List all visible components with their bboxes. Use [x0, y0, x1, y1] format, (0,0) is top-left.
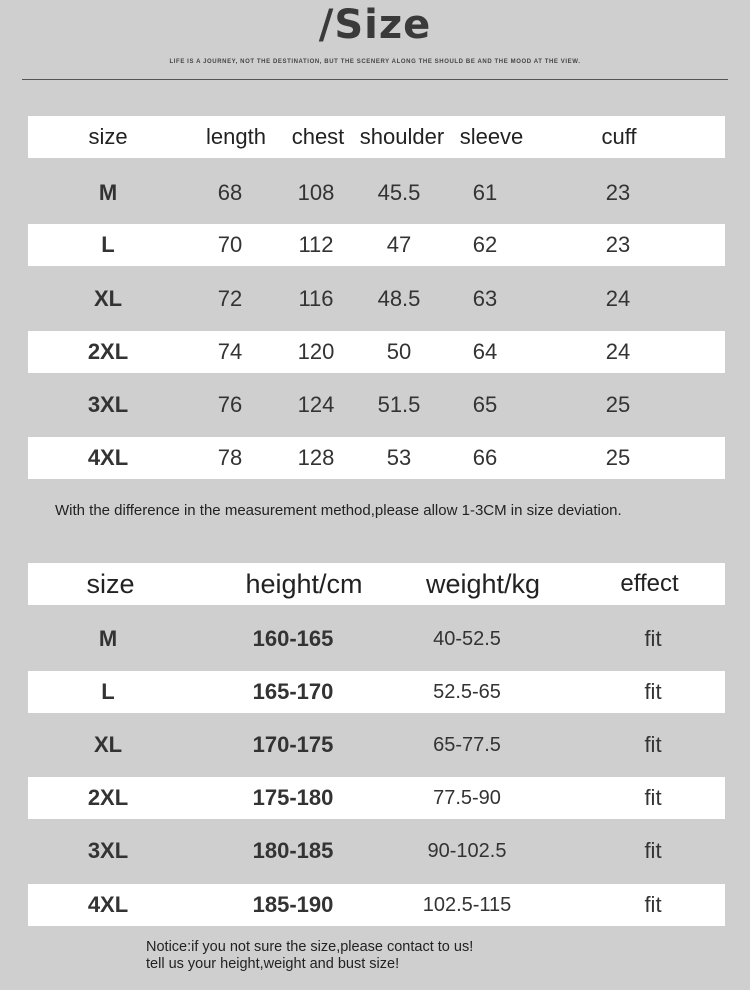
table-cell: 3XL [87, 392, 129, 417]
table-cell: fit [644, 785, 662, 810]
table-cell: L [101, 232, 115, 257]
table-cell: 62 [472, 232, 498, 257]
table-cell: M [98, 180, 118, 205]
table-header-row [28, 563, 725, 605]
table-cell: 63 [472, 286, 498, 311]
column-header: shoulder [359, 124, 445, 149]
table-cell: 165-170 [252, 679, 334, 704]
table-cell: 65-77.5 [433, 734, 501, 756]
table-row [28, 671, 725, 713]
table-header-row [28, 116, 725, 158]
size-notice [146, 939, 473, 973]
table-cell: 50 [386, 339, 412, 364]
table-cell: 40-52.5 [433, 628, 501, 650]
table-cell: 4XL [87, 445, 129, 470]
table-cell: 47 [386, 232, 412, 257]
table-cell: 170-175 [252, 732, 334, 757]
table-cell: 76 [217, 392, 243, 417]
table-cell: 68 [217, 180, 243, 205]
table-cell: fit [644, 679, 662, 704]
page-title: /Size [318, 2, 432, 48]
table-row [28, 437, 725, 479]
table-cell: 128 [297, 445, 335, 470]
table-row [28, 278, 725, 320]
notice-line: tell us your height,weight and bust size! [146, 956, 400, 972]
table-cell: 45.5 [377, 180, 421, 205]
table-row [28, 618, 725, 660]
table-cell: 53 [386, 445, 412, 470]
page-subtitle: LIFE IS A JOURNEY, NOT THE DESTINATION, BUT THE SCENERY ALONG THE SHOULD BE AND THE MOOD AT THE VIEW. [169, 59, 581, 65]
table-cell: 2XL [87, 785, 129, 810]
measurement-note: With the difference in the measurement method,please allow 1-3CM in size deviation. [55, 502, 622, 519]
table-cell: 66 [472, 445, 498, 470]
table-row [28, 724, 725, 766]
table-cell: 4XL [87, 892, 129, 917]
table-cell: 48.5 [377, 286, 421, 311]
table-cell: 74 [217, 339, 243, 364]
table-cell: L [101, 679, 115, 704]
table-cell: 52.5-65 [433, 681, 501, 703]
table-row [28, 224, 725, 266]
table-cell: fit [644, 732, 662, 757]
column-header: weight/kg [425, 569, 541, 599]
table-cell: 70 [217, 232, 243, 257]
table-cell: XL [93, 286, 123, 311]
table-cell: 90-102.5 [427, 840, 507, 862]
table-cell: 25 [605, 392, 631, 417]
table-row [28, 384, 725, 426]
table-cell: 78 [217, 445, 243, 470]
table-row [28, 331, 725, 373]
table-cell: 23 [605, 232, 631, 257]
table-cell: 24 [605, 286, 631, 311]
column-header: sleeve [459, 124, 524, 149]
table-cell: 72 [217, 286, 243, 311]
table-row [28, 172, 725, 214]
table-cell: XL [93, 732, 123, 757]
table-cell: 175-180 [252, 785, 334, 810]
table-cell: 116 [298, 286, 334, 311]
table-cell: 160-165 [252, 626, 334, 651]
table-cell: 3XL [87, 838, 129, 863]
table-row [28, 830, 725, 872]
column-header: size [86, 569, 135, 599]
table-cell: 65 [472, 392, 498, 417]
column-header: cuff [601, 124, 637, 149]
table-cell: 102.5-115 [422, 894, 512, 916]
table-cell: 61 [472, 180, 498, 205]
divider [22, 79, 728, 80]
table-cell: 64 [472, 339, 498, 364]
table-cell: fit [644, 892, 662, 917]
table-cell: 124 [297, 392, 335, 417]
table-cell: 23 [605, 180, 631, 205]
column-header: chest [291, 124, 345, 149]
table-cell: 120 [297, 339, 335, 364]
table-cell: 24 [605, 339, 631, 364]
table-cell: fit [644, 838, 662, 863]
table-cell: 2XL [87, 339, 129, 364]
table-cell: fit [644, 626, 662, 651]
table-cell: 112 [298, 232, 334, 257]
column-header: length [206, 124, 266, 149]
table-cell: 77.5-90 [433, 787, 501, 809]
table-cell: 25 [605, 445, 631, 470]
table-cell: M [98, 626, 118, 651]
table-row [28, 777, 725, 819]
table-cell: 180-185 [252, 838, 334, 863]
table-row [28, 884, 725, 926]
column-header: effect [620, 570, 679, 597]
column-header: size [88, 124, 128, 149]
table-cell: 108 [297, 180, 335, 205]
column-header: height/cm [245, 569, 363, 599]
table-cell: 51.5 [377, 392, 421, 417]
table-cell: 185-190 [252, 892, 334, 917]
notice-line: Notice:if you not sure the size,please contact to us! [146, 939, 474, 955]
